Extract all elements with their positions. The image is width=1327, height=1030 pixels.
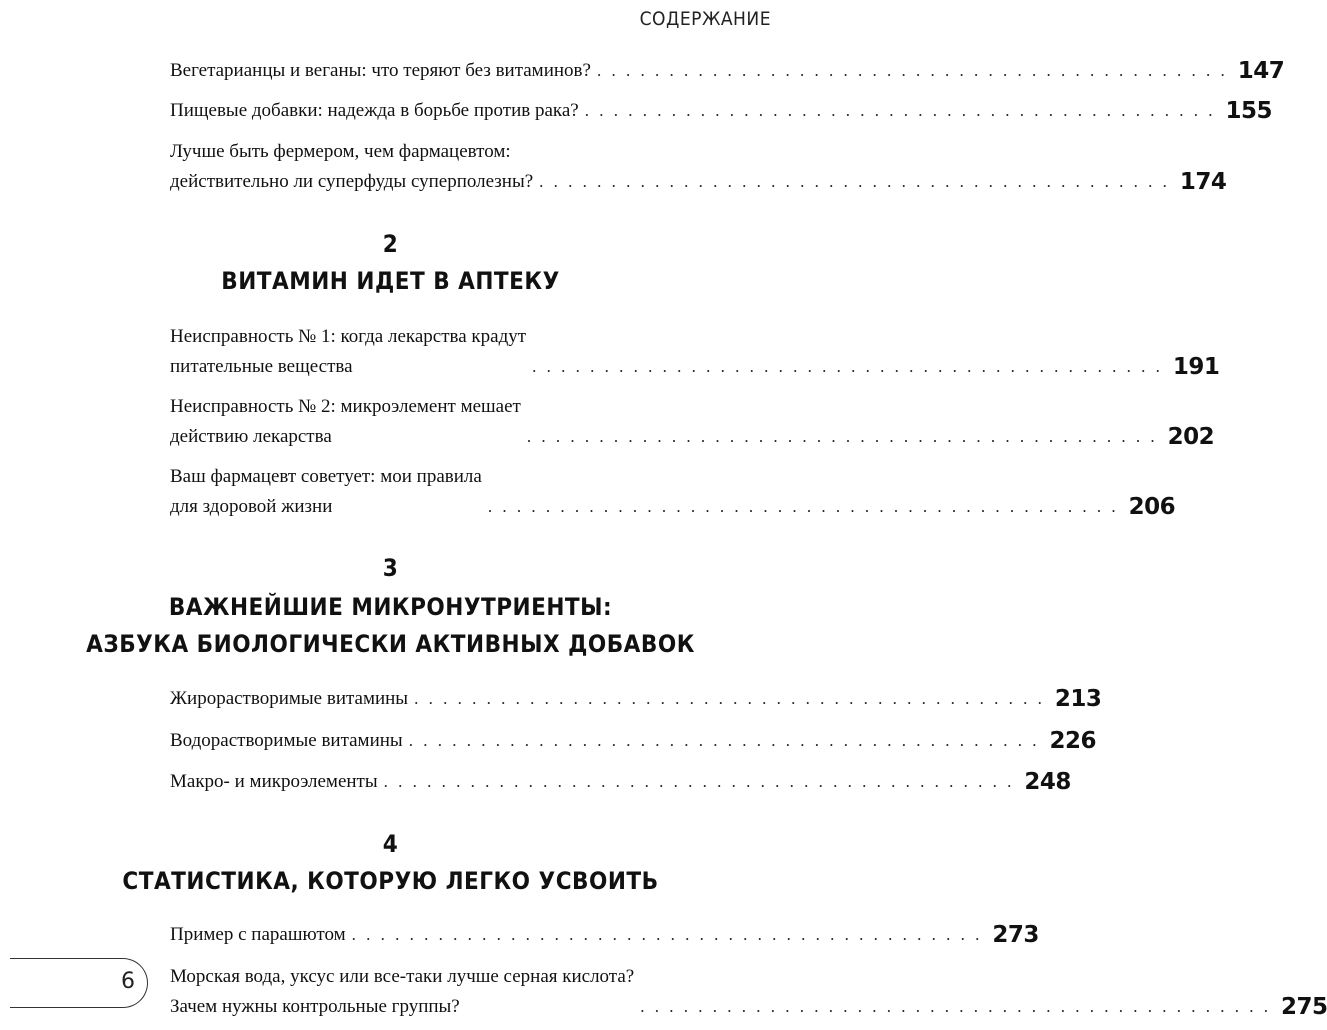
toc-entry-page: 191 [1172, 354, 1220, 380]
dot-leader: . . . . . . . . . . . . . . . . . . . . . . . . . . . . . . . . . . . . . . . . . . . . [414, 689, 1045, 708]
toc-entry[interactable] [170, 462, 1176, 522]
page-number-tab [10, 958, 148, 1008]
toc-entry[interactable] [170, 920, 1039, 950]
toc-entry-title: Жирорастворимые витамины [170, 688, 409, 709]
toc-section-4 [170, 920, 1327, 1022]
chapter-number: 3 [382, 554, 399, 582]
toc-section-1 [170, 56, 1285, 197]
chapter-title[interactable]: ВИТАМИН ИДЕТ В АПТЕКУ [221, 267, 560, 295]
chapter-number: 4 [382, 830, 399, 858]
toc-entry-page: 248 [1024, 769, 1071, 795]
running-header: СОДЕРЖАНИЕ [639, 8, 771, 30]
toc-entry-title: Ваш фармацевт советует: мои правила для здоровой жизни [170, 466, 482, 517]
toc-entry[interactable] [170, 684, 1102, 714]
dot-leader: . . . . . . . . . . . . . . . . . . . . . . . . . . . . . . . . . . . . . . . . . . . . [539, 172, 1170, 191]
page-number: 6 [121, 969, 135, 994]
toc-section-3 [170, 684, 1102, 797]
toc-entry[interactable] [170, 767, 1071, 797]
toc-entry[interactable] [170, 137, 1227, 197]
toc-entry-title: Водорастворимые витамины [170, 730, 403, 751]
chapter-number: 2 [382, 230, 399, 258]
toc-section-2 [170, 322, 1220, 522]
toc-entry[interactable] [170, 392, 1215, 452]
toc-entry-page: 155 [1225, 98, 1272, 124]
chapter-title[interactable]: СТАТИСТИКА, КОТОРУЮ ЛЕГКО УСВОИТЬ [122, 867, 659, 895]
toc-entry-page: 174 [1179, 169, 1227, 195]
toc-entry-title: Вегетарианцы и веганы: что теряют без витаминов? [170, 60, 591, 81]
dot-leader: . . . . . . . . . . . . . . . . . . . . . . . . . . . . . . . . . . . . . . . . . . . . [584, 101, 1216, 120]
chapter-title-line-2[interactable]: АЗБУКА БИОЛОГИЧЕСКИ АКТИВНЫХ ДОБАВОК [86, 630, 695, 658]
toc-entry-page: 226 [1049, 728, 1096, 754]
toc-entry-title: Макро- и микроэлементы [170, 771, 378, 792]
dot-leader: . . . . . . . . . . . . . . . . . . . . . . . . . . . . . . . . . . . . . . . . . . . . [532, 357, 1163, 376]
toc-entry-page: 275 [1280, 994, 1327, 1020]
toc-entry[interactable] [170, 96, 1272, 126]
toc-entry-page: 202 [1167, 424, 1215, 450]
toc-entry-page: 206 [1128, 494, 1176, 520]
toc-entry-title: Неисправность № 2: микроэлемент мешает действию лекарства [170, 396, 521, 447]
dot-leader: . . . . . . . . . . . . . . . . . . . . . . . . . . . . . . . . . . . . . . . . . . . . [526, 427, 1158, 446]
toc-entry-page: 213 [1054, 686, 1102, 712]
dot-leader: . . . . . . . . . . . . . . . . . . . . . . . . . . . . . . . . . . . . . . . . . . . . [640, 997, 1271, 1016]
dot-leader: . . . . . . . . . . . . . . . . . . . . . . . . . . . . . . . . . . . . . . . . . . . . [487, 497, 1119, 516]
dot-leader: . . . . . . . . . . . . . . . . . . . . . . . . . . . . . . . . . . . . . . . . . . . . [383, 772, 1015, 791]
toc-entry[interactable] [170, 56, 1285, 86]
toc-entry-title: Пищевые добавки: надежда в борьбе против рака? [170, 100, 579, 121]
toc-entry[interactable] [170, 962, 1327, 1022]
toc-entry[interactable] [170, 726, 1096, 756]
toc-entry-page: 147 [1237, 58, 1285, 84]
dot-leader: . . . . . . . . . . . . . . . . . . . . . . . . . . . . . . . . . . . . . . . . . . . . [408, 731, 1040, 750]
dot-leader: . . . . . . . . . . . . . . . . . . . . . . . . . . . . . . . . . . . . . . . . . . . . [596, 61, 1228, 80]
toc-entry-title: Неисправность № 1: когда лекарства крадут питательные вещества [170, 326, 527, 377]
toc-entry[interactable] [170, 322, 1220, 382]
toc-entry-title: Лучше быть фермером, чем фармацевтом: действительно ли суперфуды суперполезны? [170, 141, 534, 192]
toc-entry-title: Морская вода, уксус или все-таки лучше серная кислота? Зачем нужны контрольные группы? [170, 966, 635, 1017]
dot-leader: . . . . . . . . . . . . . . . . . . . . . . . . . . . . . . . . . . . . . . . . . . . . [351, 925, 983, 944]
toc-entry-title: Пример с парашютом [170, 924, 346, 945]
toc-entry-page: 273 [992, 922, 1039, 948]
chapter-title-line-1[interactable]: ВАЖНЕЙШИЕ МИКРОНУТРИЕНТЫ: [168, 593, 613, 621]
